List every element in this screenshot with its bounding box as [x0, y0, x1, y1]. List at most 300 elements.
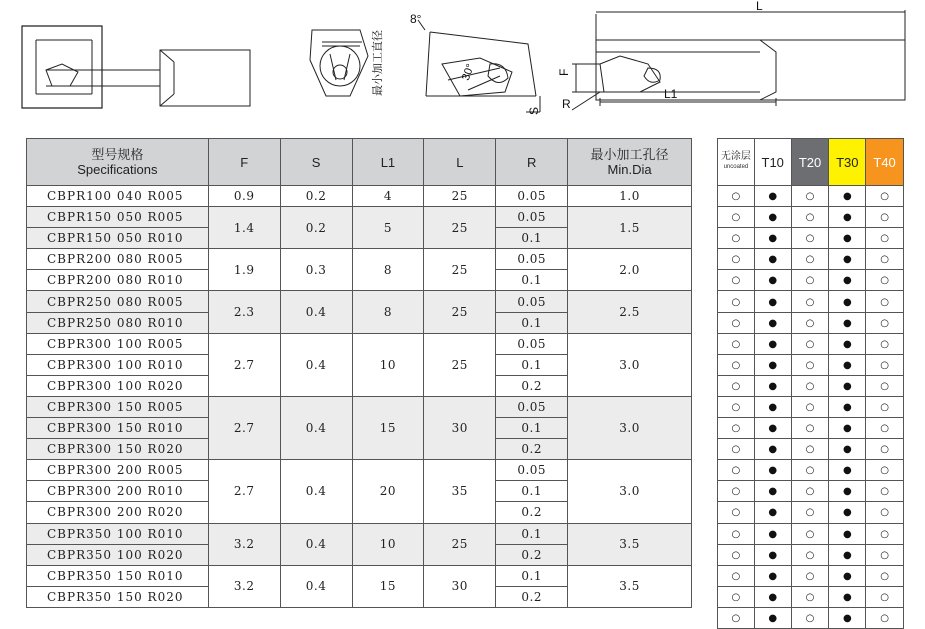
hollow-circle-icon: ○ — [731, 612, 741, 624]
hollow-circle-icon: ○ — [731, 296, 741, 308]
hollow-circle-icon: ○ — [731, 212, 741, 224]
grade-availability-cell — [791, 354, 829, 375]
tool-drawings — [0, 0, 925, 135]
cell-min-dia: 3.0 — [568, 333, 692, 396]
drawing-side-view — [572, 10, 905, 110]
grade-availability-cell — [791, 607, 829, 628]
hollow-circle-icon: ○ — [880, 296, 889, 308]
hollow-circle-icon: ○ — [805, 486, 815, 498]
cell-l: 25 — [424, 207, 496, 249]
grade-availability-cell — [718, 439, 755, 460]
grade-availability-cell — [866, 418, 904, 439]
cell-code: CBPR350 100 R010 — [27, 523, 209, 544]
hollow-circle-icon: ○ — [731, 254, 741, 266]
grade-availability-cell — [866, 228, 904, 249]
grade-availability-cell — [829, 481, 866, 502]
grade-availability-cell — [718, 291, 755, 312]
grade-availability-cell — [866, 460, 904, 481]
table-row — [718, 565, 904, 586]
grade-availability-cell — [829, 291, 866, 312]
filled-circle-icon: ● — [842, 507, 852, 519]
filled-circle-icon: ● — [768, 465, 778, 477]
cell-r: 0.2 — [496, 439, 568, 460]
filled-circle-icon: ● — [768, 528, 778, 540]
filled-circle-icon: ● — [842, 528, 852, 540]
filled-circle-icon: ● — [768, 233, 778, 245]
grade-availability-cell — [718, 312, 755, 333]
header-grade-t30: T30 — [829, 139, 866, 186]
table-row — [718, 502, 904, 523]
filled-circle-icon: ● — [768, 380, 778, 392]
cell-f: 3.2 — [208, 523, 280, 565]
hollow-circle-icon: ○ — [731, 528, 741, 540]
hollow-circle-icon: ○ — [731, 359, 741, 371]
cell-l: 25 — [424, 291, 496, 333]
header-specifications — [27, 139, 209, 186]
filled-circle-icon: ● — [842, 465, 852, 477]
hollow-circle-icon: ○ — [880, 380, 889, 392]
grade-availability-cell — [718, 607, 755, 628]
grade-availability-cell — [866, 586, 904, 607]
hollow-circle-icon: ○ — [731, 317, 741, 329]
hollow-circle-icon: ○ — [805, 549, 815, 561]
filled-circle-icon: ● — [768, 317, 778, 329]
grade-availability-cell — [791, 565, 829, 586]
header-grade-t20: T20 — [791, 139, 829, 186]
table-row — [718, 460, 904, 481]
header-spec-cn: 型号规格 — [91, 147, 144, 162]
l-dim-label: L — [756, 0, 763, 13]
cell-min-dia: 1.0 — [568, 186, 692, 207]
hollow-circle-icon: ○ — [805, 212, 815, 224]
hollow-circle-icon: ○ — [731, 401, 741, 413]
grade-availability-cell — [829, 418, 866, 439]
cell-f: 2.7 — [208, 396, 280, 459]
cell-l1: 10 — [352, 523, 424, 565]
grade-availability-cell — [866, 607, 904, 628]
filled-circle-icon: ● — [768, 401, 778, 413]
cell-l: 25 — [424, 523, 496, 565]
table-row — [718, 228, 904, 249]
cell-code: CBPR150 050 R005 — [27, 207, 209, 228]
filled-circle-icon: ● — [842, 401, 852, 413]
grade-availability-cell — [754, 354, 791, 375]
hollow-circle-icon: ○ — [805, 570, 815, 582]
table-row — [718, 249, 904, 270]
cell-f: 1.4 — [208, 207, 280, 249]
filled-circle-icon: ● — [768, 507, 778, 519]
hollow-circle-icon: ○ — [880, 549, 889, 561]
grade-availability-cell — [791, 418, 829, 439]
cell-l1: 4 — [352, 186, 424, 207]
cell-code: CBPR350 150 R020 — [27, 586, 209, 607]
grade-availability-cell — [754, 502, 791, 523]
cell-r: 0.05 — [496, 460, 568, 481]
table-row — [718, 439, 904, 460]
grade-availability-cell — [754, 270, 791, 291]
hollow-circle-icon: ○ — [880, 612, 889, 624]
hollow-circle-icon: ○ — [731, 233, 741, 245]
cell-l1: 20 — [352, 460, 424, 523]
grade-availability-cell — [718, 207, 755, 228]
filled-circle-icon: ● — [768, 612, 778, 624]
cell-l1: 10 — [352, 333, 424, 396]
cell-code: CBPR300 200 R020 — [27, 502, 209, 523]
grade-availability-cell — [754, 460, 791, 481]
s-dim-label: S — [527, 106, 541, 115]
table-row — [718, 291, 904, 312]
grade-availability-cell — [791, 502, 829, 523]
table-row — [718, 607, 904, 628]
grade-availability-cell — [791, 396, 829, 417]
grade-availability-cell — [754, 481, 791, 502]
grade-availability-cell — [754, 207, 791, 228]
hollow-circle-icon: ○ — [880, 528, 889, 540]
cell-f: 3.2 — [208, 565, 280, 607]
grade-availability-cell — [754, 186, 791, 207]
hollow-circle-icon: ○ — [731, 465, 741, 477]
cell-code: CBPR100 040 R005 — [27, 186, 209, 207]
hollow-circle-icon: ○ — [805, 401, 815, 413]
grade-availability-cell — [791, 249, 829, 270]
cell-code: CBPR300 150 R020 — [27, 439, 209, 460]
filled-circle-icon: ● — [768, 296, 778, 308]
cell-r: 0.1 — [496, 354, 568, 375]
hollow-circle-icon: ○ — [880, 191, 889, 203]
table-row — [27, 333, 692, 354]
header-uncoated — [718, 139, 755, 186]
cell-r: 0.1 — [496, 418, 568, 439]
cell-l1: 5 — [352, 207, 424, 249]
cell-code: CBPR350 100 R020 — [27, 544, 209, 565]
grade-availability-cell — [791, 207, 829, 228]
cell-code: CBPR150 050 R010 — [27, 228, 209, 249]
filled-circle-icon: ● — [842, 570, 852, 582]
min-diameter-vertical-label: 最小加工直径 — [372, 30, 384, 96]
grade-availability-cell — [791, 186, 829, 207]
header-l: L — [424, 139, 496, 186]
cell-r: 0.05 — [496, 186, 568, 207]
hollow-circle-icon: ○ — [805, 275, 815, 287]
filled-circle-icon: ● — [842, 423, 852, 435]
header-l1: L1 — [352, 139, 424, 186]
table-row — [718, 354, 904, 375]
cell-r: 0.05 — [496, 207, 568, 228]
cell-l: 30 — [424, 396, 496, 459]
filled-circle-icon: ● — [768, 212, 778, 224]
cell-min-dia: 3.0 — [568, 460, 692, 523]
cell-code: CBPR250 080 R010 — [27, 312, 209, 333]
angle-30-label: 30° — [459, 62, 477, 83]
header-r: R — [496, 139, 568, 186]
grade-availability-cell — [791, 544, 829, 565]
grade-availability-cell — [829, 249, 866, 270]
filled-circle-icon: ● — [768, 486, 778, 498]
hollow-circle-icon: ○ — [805, 423, 815, 435]
table-row — [718, 312, 904, 333]
grade-availability-cell — [866, 523, 904, 544]
grade-availability-cell — [829, 439, 866, 460]
cell-r: 0.1 — [496, 270, 568, 291]
hollow-circle-icon: ○ — [880, 444, 889, 456]
cell-l: 25 — [424, 186, 496, 207]
filled-circle-icon: ● — [768, 191, 778, 203]
filled-circle-icon: ● — [842, 254, 852, 266]
filled-circle-icon: ● — [768, 359, 778, 371]
hollow-circle-icon: ○ — [731, 591, 741, 603]
table-row — [27, 460, 692, 481]
grade-availability-cell — [829, 270, 866, 291]
cell-code: CBPR300 150 R005 — [27, 396, 209, 417]
cell-s: 0.4 — [280, 333, 352, 396]
table-row — [718, 396, 904, 417]
filled-circle-icon: ● — [768, 423, 778, 435]
spec-header-row — [27, 139, 692, 186]
grade-availability-cell — [866, 396, 904, 417]
filled-circle-icon: ● — [842, 486, 852, 498]
grade-availability-cell — [754, 291, 791, 312]
grade-availability-cell — [866, 354, 904, 375]
cell-code: CBPR350 150 R010 — [27, 565, 209, 586]
grade-availability-cell — [866, 502, 904, 523]
cell-l: 35 — [424, 460, 496, 523]
cell-code: CBPR300 200 R005 — [27, 460, 209, 481]
grade-availability-cell — [791, 439, 829, 460]
hollow-circle-icon: ○ — [805, 591, 815, 603]
grade-availability-cell — [791, 481, 829, 502]
grade-availability-cell — [791, 228, 829, 249]
cell-r: 0.2 — [496, 375, 568, 396]
hollow-circle-icon: ○ — [731, 549, 741, 561]
grade-availability-cell — [754, 333, 791, 354]
cell-r: 0.2 — [496, 502, 568, 523]
grade-availability-cell — [791, 270, 829, 291]
cell-r: 0.05 — [496, 249, 568, 270]
drawing-tool-in-bore — [22, 26, 250, 108]
hollow-circle-icon: ○ — [880, 591, 889, 603]
table-row — [718, 418, 904, 439]
hollow-circle-icon: ○ — [880, 233, 889, 245]
cell-code: CBPR250 080 R005 — [27, 291, 209, 312]
grade-availability-cell — [718, 586, 755, 607]
grade-availability-cell — [754, 586, 791, 607]
grade-availability-cell — [791, 333, 829, 354]
grade-availability-cell — [866, 439, 904, 460]
hollow-circle-icon: ○ — [880, 507, 889, 519]
grade-availability-cell — [754, 396, 791, 417]
cell-l: 25 — [424, 333, 496, 396]
grade-availability-cell — [754, 565, 791, 586]
grade-availability-cell — [718, 481, 755, 502]
hollow-circle-icon: ○ — [805, 528, 815, 540]
grade-availability-cell — [718, 375, 755, 396]
grade-availability-cell — [718, 186, 755, 207]
filled-circle-icon: ● — [842, 591, 852, 603]
cell-s: 0.4 — [280, 396, 352, 459]
hollow-circle-icon: ○ — [805, 317, 815, 329]
cell-min-dia: 3.5 — [568, 523, 692, 565]
filled-circle-icon: ● — [842, 191, 852, 203]
hollow-circle-icon: ○ — [805, 612, 815, 624]
hollow-circle-icon: ○ — [731, 380, 741, 392]
cell-code: CBPR300 150 R010 — [27, 418, 209, 439]
cell-min-dia: 2.0 — [568, 249, 692, 291]
table-row — [27, 291, 692, 312]
grade-availability-cell — [829, 460, 866, 481]
hollow-circle-icon: ○ — [731, 275, 741, 287]
filled-circle-icon: ● — [768, 444, 778, 456]
cell-s: 0.4 — [280, 565, 352, 607]
r-dim-label: R — [562, 97, 571, 111]
cell-l: 25 — [424, 249, 496, 291]
grade-availability-cell — [754, 312, 791, 333]
grade-availability-cell — [754, 607, 791, 628]
hollow-circle-icon: ○ — [731, 423, 741, 435]
grade-availability-cell — [829, 228, 866, 249]
hollow-circle-icon: ○ — [731, 507, 741, 519]
grade-availability-cell — [718, 418, 755, 439]
grade-availability-cell — [754, 418, 791, 439]
hollow-circle-icon: ○ — [805, 444, 815, 456]
hollow-circle-icon: ○ — [731, 486, 741, 498]
l1-dim-label: L1 — [664, 87, 678, 101]
cell-min-dia: 1.5 — [568, 207, 692, 249]
grade-availability-cell — [718, 249, 755, 270]
grade-availability-cell — [866, 207, 904, 228]
hollow-circle-icon: ○ — [805, 507, 815, 519]
filled-circle-icon: ● — [842, 359, 852, 371]
cell-min-dia: 3.5 — [568, 565, 692, 607]
cell-code: CBPR300 100 R020 — [27, 375, 209, 396]
filled-circle-icon: ● — [768, 338, 778, 350]
hollow-circle-icon: ○ — [805, 380, 815, 392]
cell-code: CBPR300 200 R010 — [27, 481, 209, 502]
hollow-circle-icon: ○ — [880, 317, 889, 329]
table-row — [718, 523, 904, 544]
grade-availability-cell — [866, 270, 904, 291]
hollow-circle-icon: ○ — [731, 191, 741, 203]
grade-availability-cell — [718, 228, 755, 249]
grade-availability-cell — [754, 228, 791, 249]
cell-r: 0.1 — [496, 523, 568, 544]
filled-circle-icon: ● — [842, 380, 852, 392]
drawing-tip-detail — [418, 20, 540, 112]
table-row — [718, 333, 904, 354]
hollow-circle-icon: ○ — [805, 465, 815, 477]
table-row — [27, 207, 692, 228]
cell-l1: 8 — [352, 249, 424, 291]
cell-r: 0.2 — [496, 586, 568, 607]
cell-min-dia: 2.5 — [568, 291, 692, 333]
hollow-circle-icon: ○ — [805, 338, 815, 350]
table-row — [718, 270, 904, 291]
grade-availability-cell — [718, 544, 755, 565]
grade-availability-cell — [718, 565, 755, 586]
hollow-circle-icon: ○ — [805, 296, 815, 308]
cell-r: 0.1 — [496, 228, 568, 249]
cell-f: 0.9 — [208, 186, 280, 207]
filled-circle-icon: ● — [768, 275, 778, 287]
cell-f: 2.7 — [208, 333, 280, 396]
cell-r: 0.05 — [496, 291, 568, 312]
table-row — [27, 565, 692, 586]
table-row — [27, 396, 692, 417]
hollow-circle-icon: ○ — [731, 570, 741, 582]
grade-availability-cell — [718, 354, 755, 375]
grade-availability-cell — [718, 523, 755, 544]
header-uncoated-en: uncoated — [723, 164, 749, 170]
cell-f: 2.7 — [208, 460, 280, 523]
hollow-circle-icon: ○ — [805, 359, 815, 371]
grade-availability-cell — [829, 312, 866, 333]
header-grade-t10: T10 — [754, 139, 791, 186]
grade-availability-cell — [718, 396, 755, 417]
hollow-circle-icon: ○ — [731, 444, 741, 456]
grade-availability-cell — [866, 565, 904, 586]
grade-availability-cell — [866, 291, 904, 312]
grade-availability-cell — [829, 333, 866, 354]
grade-availability-cell — [829, 186, 866, 207]
cell-l1: 15 — [352, 396, 424, 459]
hollow-circle-icon: ○ — [880, 570, 889, 582]
cell-s: 0.4 — [280, 523, 352, 565]
grade-availability-cell — [866, 333, 904, 354]
filled-circle-icon: ● — [842, 612, 852, 624]
grade-availability-cell — [829, 354, 866, 375]
grade-availability-cell — [718, 460, 755, 481]
cell-r: 0.2 — [496, 544, 568, 565]
angle-8-label: 8° — [410, 12, 422, 26]
cell-code: CBPR200 080 R005 — [27, 249, 209, 270]
table-row — [718, 207, 904, 228]
header-uncoated-cn: 无涂层 — [720, 151, 751, 162]
cell-s: 0.2 — [280, 186, 352, 207]
grade-availability-cell — [866, 186, 904, 207]
grade-availability-cell — [754, 544, 791, 565]
grade-availability-cell — [754, 249, 791, 270]
hollow-circle-icon: ○ — [880, 338, 889, 350]
hollow-circle-icon: ○ — [880, 401, 889, 413]
hollow-circle-icon: ○ — [805, 233, 815, 245]
hollow-circle-icon: ○ — [731, 338, 741, 350]
coating-header-row — [718, 139, 904, 186]
header-spec-en: Specifications — [77, 162, 158, 177]
grade-availability-cell — [754, 375, 791, 396]
cell-l1: 15 — [352, 565, 424, 607]
table-row — [27, 523, 692, 544]
grade-availability-cell — [791, 375, 829, 396]
cell-s: 0.4 — [280, 291, 352, 333]
grade-availability-cell — [866, 249, 904, 270]
hollow-circle-icon: ○ — [880, 423, 889, 435]
grade-availability-cell — [866, 544, 904, 565]
grade-availability-cell — [829, 544, 866, 565]
cell-l1: 8 — [352, 291, 424, 333]
hollow-circle-icon: ○ — [805, 254, 815, 266]
grade-availability-cell — [791, 460, 829, 481]
grade-availability-cell — [718, 270, 755, 291]
spec-table-body — [27, 186, 692, 608]
header-min-en: Min.Dia — [607, 162, 652, 177]
header-min-cn: 最小加工孔径 — [590, 147, 669, 162]
cell-code: CBPR300 100 R010 — [27, 354, 209, 375]
grade-availability-cell — [866, 481, 904, 502]
grade-availability-cell — [791, 523, 829, 544]
table-row — [27, 249, 692, 270]
table-row — [718, 544, 904, 565]
filled-circle-icon: ● — [842, 275, 852, 287]
grade-availability-cell — [829, 375, 866, 396]
